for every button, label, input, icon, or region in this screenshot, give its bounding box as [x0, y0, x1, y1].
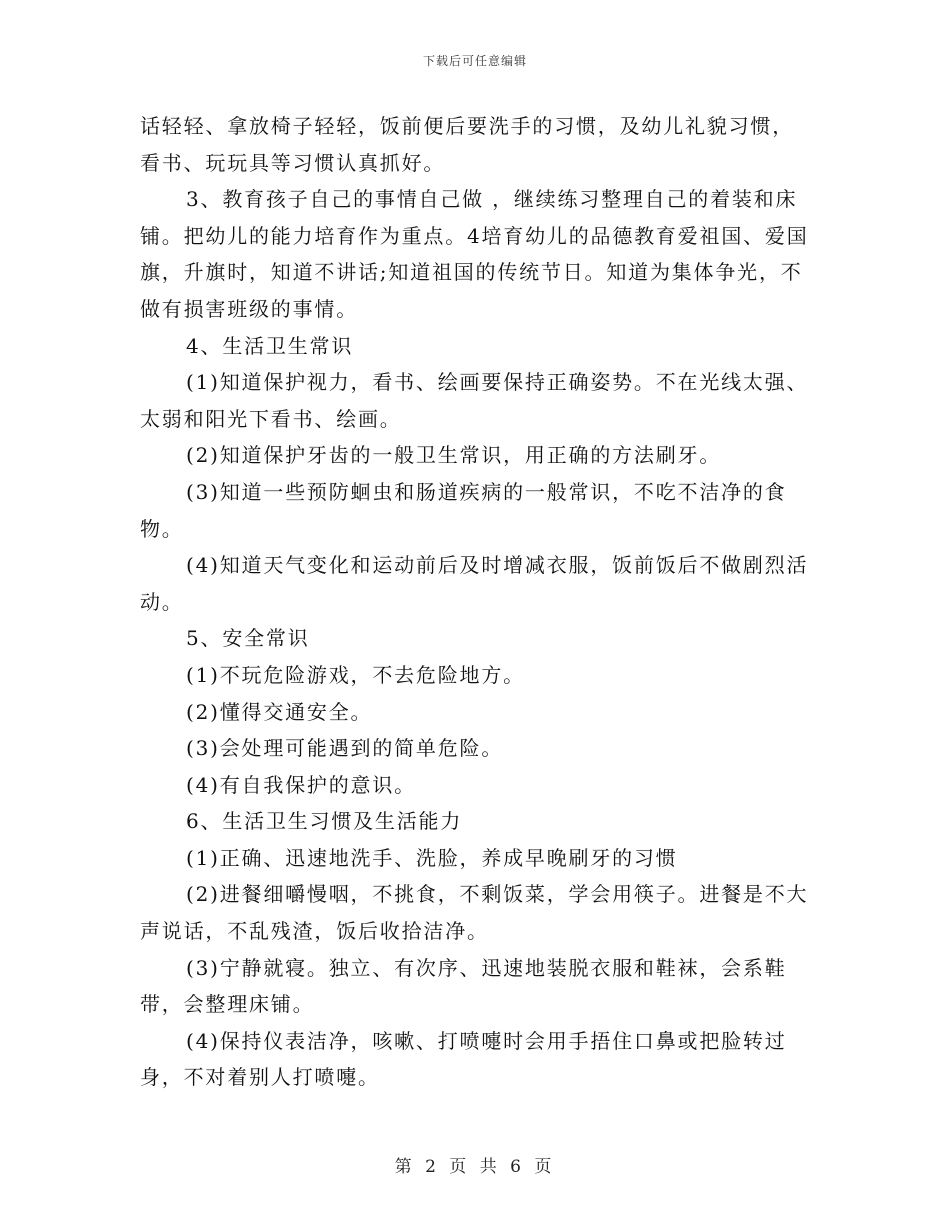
list-item-teeth: (2)知道保护牙齿的一般卫生常识，用正确的方法刷牙。	[186, 443, 722, 468]
document-body	[140, 108, 810, 1096]
list-item-dangerous-games: (1)不玩危险游戏，不去危险地方。	[186, 662, 525, 687]
list-item-appearance: (4)保持仪表洁净，咳嗽、打喷嚏时会用手捂住口鼻或把脸转过身，不对着别人打喷嚏。	[140, 1028, 787, 1090]
list-item-disease-prevention: (3)知道一些预防蛔虫和肠道疾病的一般常识，不吃不洁净的食物。	[140, 479, 787, 541]
list-item-handle-danger: (3)会处理可能遇到的简单危险。	[186, 736, 504, 761]
list-item-washing: (1)正确、迅速地洗手、洗脸，养成早晚刷牙的习惯	[186, 845, 678, 870]
paragraph-habits-continued: 话轻轻、拿放椅子轻轻，饭前便后要洗手的习惯，及幼儿礼貌习惯，看书、玩玩具等习惯认真抓好。	[140, 114, 794, 175]
list-item-sleeping: (3)宁静就寝。独立、有次序、迅速地装脱衣服和鞋袜，会系鞋带，会整理床铺。	[140, 955, 787, 1017]
list-item-eyesight: (1)知道保护视力，看书、绘画要保持正确姿势。不在光线太强、太弱和阳光下看书、绘画。	[140, 370, 809, 431]
list-item-self-protection: (4)有自我保护的意识。	[186, 772, 416, 797]
section-heading-safety: 5、安全常识	[186, 626, 310, 651]
paragraph-self-care: 3、教育孩子自己的事情自己做 ，继续练习整理自己的着装和床铺。把幼儿的能力培育作为重点。4培育幼儿的品德教育爱祖国、爱国旗，升旗时，知道不讲话;知道祖国的传统节日。知道为集体争光，不做有损害班级的事情。	[140, 187, 809, 321]
section-heading-hygiene-knowledge: 4、生活卫生常识	[186, 333, 354, 358]
list-item-traffic-safety: (2)懂得交通安全。	[186, 699, 373, 724]
page-number: 第 2 页 共 6 页	[394, 1157, 556, 1177]
page-header: 下载后可任意编辑	[422, 54, 527, 68]
list-item-eating: (2)进餐细嚼慢咽，不挑食，不剩饭菜，学会用筷子。进餐是不大声说话，不乱残渣，饭后收拾洁净。	[140, 882, 809, 944]
section-heading-living-habits: 6、生活卫生习惯及生活能力	[186, 809, 463, 834]
list-item-clothing: (4)知道天气变化和运动前后及时增减衣服，饭前饭后不做剧烈活动。	[140, 553, 809, 614]
